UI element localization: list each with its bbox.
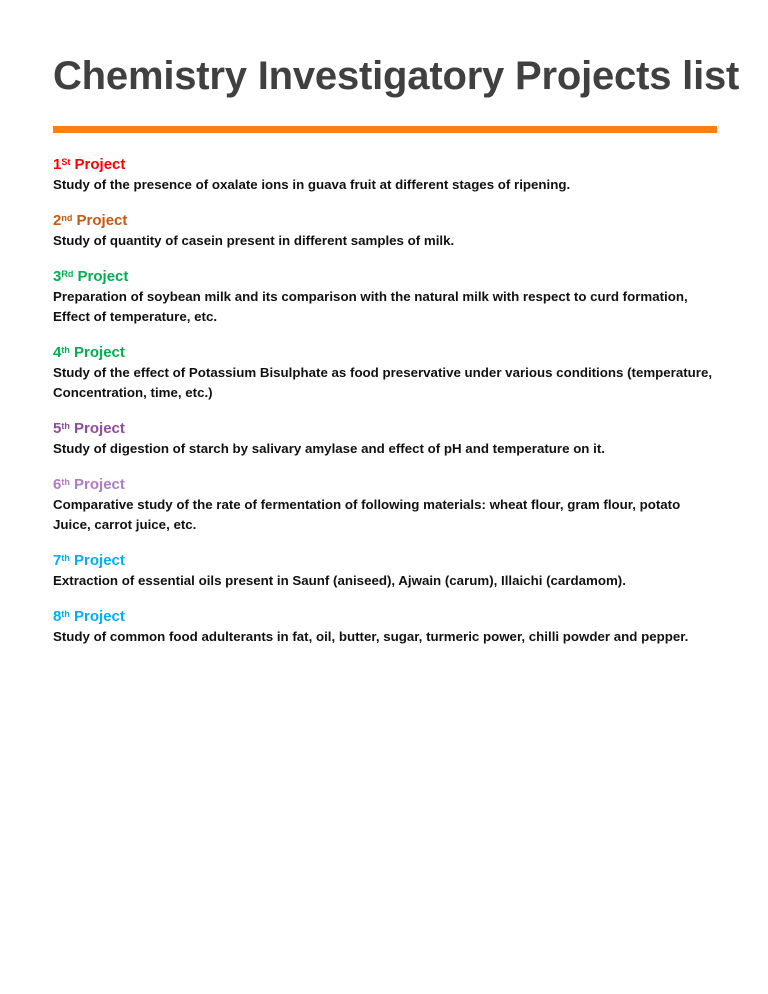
- ordinal-suffix: th: [61, 609, 70, 619]
- project-label: Project: [74, 420, 125, 437]
- ordinal-suffix: th: [61, 421, 70, 431]
- project-description: Study of quantity of casein present in different samples of milk.: [53, 233, 455, 248]
- ordinal-suffix: th: [61, 553, 70, 563]
- project-label: Project: [74, 608, 125, 625]
- project-heading: [53, 607, 718, 627]
- project-item: [53, 343, 718, 403]
- ordinal-suffix: th: [61, 345, 70, 355]
- ordinal-suffix: th: [61, 477, 70, 487]
- project-number: 2: [53, 212, 62, 229]
- project-description: Extraction of essential oils present in Saunf (aniseed), Ajwain (carum), Illaichi (cardamom).: [53, 573, 626, 588]
- project-number: 6: [53, 476, 62, 493]
- project-label: Project: [74, 344, 125, 361]
- project-heading: [53, 267, 718, 287]
- project-heading: [53, 155, 718, 175]
- project-number: 5: [53, 420, 62, 437]
- project-list: [53, 155, 718, 663]
- project-number: 4: [53, 344, 62, 361]
- project-item: [53, 155, 718, 195]
- project-heading: [53, 211, 718, 231]
- project-heading: [53, 475, 718, 495]
- project-item: [53, 419, 718, 459]
- project-label: Project: [76, 212, 128, 229]
- page-title: Chemistry Investigatory Projects list: [53, 54, 740, 98]
- project-heading: [53, 343, 718, 363]
- project-description: Study of the effect of Potassium Bisulphate as food preservative under various conditions (temperature, Concentration, time, etc.): [53, 365, 713, 400]
- project-number: 3: [53, 268, 62, 285]
- project-description: Preparation of soybean milk and its comparison with the natural milk with respect to curd formation, Effect of temperature, etc.: [53, 289, 688, 324]
- ordinal-suffix: Rd: [61, 269, 74, 279]
- project-label: Project: [77, 268, 129, 285]
- project-item: [53, 551, 718, 591]
- project-heading: [53, 551, 718, 571]
- project-number: 8: [53, 608, 62, 625]
- project-number: 7: [53, 552, 62, 569]
- project-description: Study of common food adulterants in fat, oil, butter, sugar, turmeric power, chilli powder and pepper.: [53, 629, 689, 644]
- project-number: 1: [53, 156, 62, 173]
- ordinal-suffix: St: [61, 157, 71, 167]
- project-label: Project: [74, 552, 125, 569]
- project-description: Comparative study of the rate of fermentation of following materials: wheat flour, gram flour, potato Juice, carrot juice, etc.: [53, 497, 681, 532]
- ordinal-suffix: nd: [61, 213, 73, 223]
- project-item: [53, 607, 718, 647]
- project-item: [53, 211, 718, 251]
- orange-divider: [53, 126, 717, 133]
- project-item: [53, 475, 718, 535]
- project-label: Project: [74, 156, 126, 173]
- project-description: Study of the presence of oxalate ions in guava fruit at different stages of ripening.: [53, 177, 571, 192]
- project-item: [53, 267, 718, 327]
- project-heading: [53, 419, 718, 439]
- project-description: Study of digestion of starch by salivary amylase and effect of pH and temperature on it.: [53, 441, 605, 456]
- project-label: Project: [74, 476, 125, 493]
